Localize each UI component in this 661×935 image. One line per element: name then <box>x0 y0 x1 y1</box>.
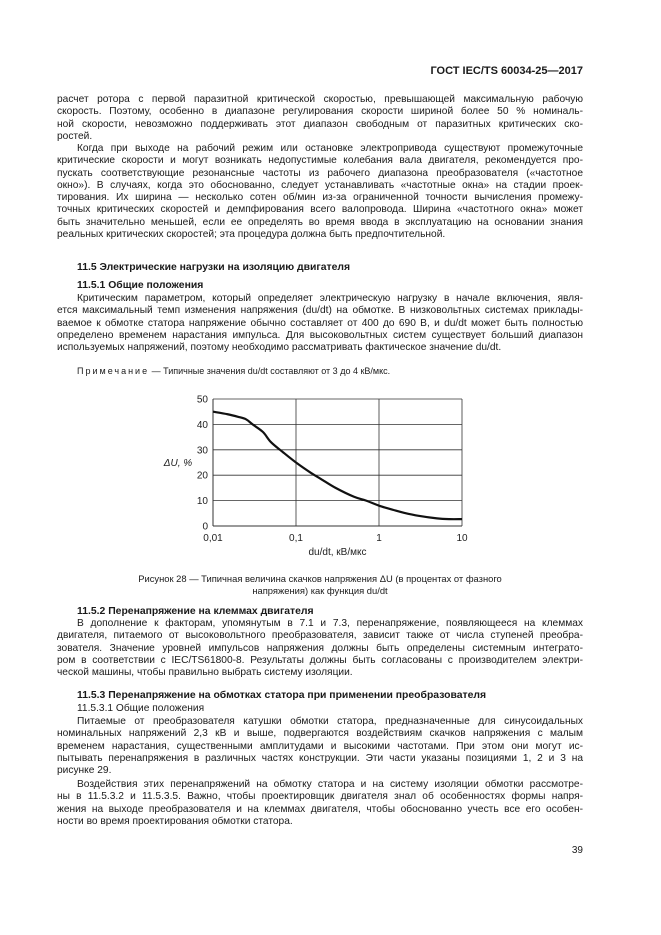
y-axis-label: ΔU, % <box>163 458 193 469</box>
y-tick-label: 20 <box>196 470 208 482</box>
text-line: определено временем нарастания импульса. Для высоковольтных систем существует больший диапазон <box>57 329 583 341</box>
text-line: двигателя, питаемого от высоковольтного преобразователя, зависит также от числа ступеней преобра- <box>57 630 583 642</box>
text-line: ваемое к обмотке статора напряжение обычно составляет от 400 до 690 В, и du/dt может быть полностью <box>57 317 583 329</box>
text-line: скорость. Поэтому, особенно в диапазоне регулирования скорости шириной более 50 % номиналь- <box>57 106 583 118</box>
text-line: зователя. Значение уровней импульсов напряжения должны быть определены системным интеграто- <box>57 642 583 654</box>
figure-caption-line1: Рисунок 28 — Типичная величина скачков напряжения ΔU (в процентах от фазного <box>138 573 502 584</box>
text-line: ром в соответствии с IEC/TS61800-8. Результаты должны быть согласованы с производителем электри- <box>57 654 583 666</box>
text-line: критические скорости и могут возникать недопустимые колебания вала двигателя, рекомендуется про- <box>57 155 583 167</box>
text-line: тирования. Их ширина — несколько сотен об/мин из-за ограниченной точности вычисления промежу- <box>57 192 583 204</box>
paragraph <box>57 779 583 828</box>
text-line: В дополнение к факторам, упомянутым в 7.1 и 7.3, перенапряжение, появляющееся на клеммах <box>77 618 583 629</box>
text-line: ческой машины, чтобы правильно выбрать систему изоляции. <box>57 667 353 679</box>
x-tick-label: 10 <box>456 533 468 544</box>
x-tick-label: 0,01 <box>203 533 223 544</box>
text-line: рисунке 29. <box>57 765 112 777</box>
text-line: Питаемые от преобразователя катушки обмотки статора, предназначенные для синусоидальных <box>77 716 583 727</box>
figure-caption-line2: напряжения) как функция du/dt <box>252 585 388 596</box>
y-tick-label: 50 <box>196 394 208 406</box>
document-id-header: ГОСТ IEC/TS 60034-25—2017 <box>430 65 583 77</box>
text-line: быть значительно меньшей, если ее определять во время ввода в эксплуатацию на основании знания <box>57 216 583 228</box>
paragraph <box>57 94 583 143</box>
text-line: ется максимальный темп изменения напряжения (du/dt) на обмотке. В низковольтных системах приклады- <box>57 305 583 317</box>
paragraph <box>57 716 583 777</box>
text-line: ны в 11.5.3.2 и 11.5.3.5. Важно, чтобы проектировщик двигателя знал об особенностях формы напря- <box>57 791 583 803</box>
text-line: точных критических скоростей и демпфирования всего валопровода. Ширина «частотного окна» может <box>57 204 583 216</box>
text-line: Когда при выходе на рабочий режим или остановке электропривода существуют промежуточные <box>77 143 583 154</box>
page-number: 39 <box>571 845 583 856</box>
paragraph <box>57 143 583 241</box>
note-text: — Типичные значения du/dt составляют от 3 до 4 кВ/мкс. <box>149 366 391 376</box>
note-label: Примечание <box>77 366 150 376</box>
text-line: реальных критических скоростей; эта процедура должна быть предпочтительной. <box>57 229 446 241</box>
text-line: ростей. <box>57 130 93 142</box>
note <box>77 366 390 376</box>
section-heading-11-5-3-1: 11.5.3.1 Общие положения <box>77 703 205 714</box>
section-heading-11-5-1: 11.5.1 Общие положения <box>77 280 204 291</box>
y-tick-label: 40 <box>196 419 208 431</box>
text-line: ности во время проектирования обмотки статора. <box>57 815 293 827</box>
y-tick-label: 30 <box>196 445 208 457</box>
section-heading-11-5-2: 11.5.2 Перенапряжение на клеммах двигателя <box>77 606 314 617</box>
figure-28-chart <box>0 385 661 585</box>
text-line: расчет ротора с первой паразитной критической скоростью, превышающей максимальную рабочую <box>57 94 583 105</box>
x-tick-label: 0,1 <box>289 533 303 544</box>
x-tick-label: 1 <box>376 533 382 544</box>
paragraph <box>57 293 583 354</box>
text-line: используемых напряжений, поэтому необходимо рассматривать фактическое значение du/dt. <box>57 342 502 354</box>
text-line: окно»). В случаях, когда это обоснованно, следует устанавливать «частотные окна» на стадии проек- <box>57 179 583 191</box>
text-line: жения на выходе преобразователя и на клеммах двигателя, чтобы обоснованно учесть все его особен- <box>57 803 583 815</box>
section-heading-11-5-3: 11.5.3 Перенапряжение на обмотках статора при применении преобразователя <box>77 690 487 701</box>
text-line: пускать соответствующие резонансные частоты из рабочего диапазона преобразователя («частотное <box>57 167 583 179</box>
section-heading-11-5: 11.5 Электрические нагрузки на изоляцию двигателя <box>77 262 351 273</box>
series-line-delta-u <box>213 412 462 519</box>
text-line: пытывать перенапряжения в различных частях конструкции. Эти части указаны позициями 1, 2 и 3 на <box>57 752 583 764</box>
x-axis-label: du/dt, кВ/мкс <box>308 547 367 558</box>
y-tick-label: 10 <box>196 496 208 508</box>
text-line: Воздействия этих перенапряжений на обмотку статора и на систему изоляции обмотки рассмотре- <box>77 779 583 790</box>
text-line: временем нарастания, существенными амплитудами и высокими частотами. При этом они могут ис- <box>57 740 583 752</box>
y-tick-label: 0 <box>202 521 208 533</box>
paragraph <box>57 618 583 679</box>
text-line: Критическим параметром, который определяет электрическую нагрузку в начале включения, явля- <box>77 293 583 304</box>
text-line: номинальных напряжений 2,3 кВ и выше, подвергаются воздействиям скачков напряжения с малым <box>57 728 583 740</box>
text-line: ной скорости, невозможно поддерживать этот диапазон свободным от паразитных критических ско- <box>57 118 583 130</box>
